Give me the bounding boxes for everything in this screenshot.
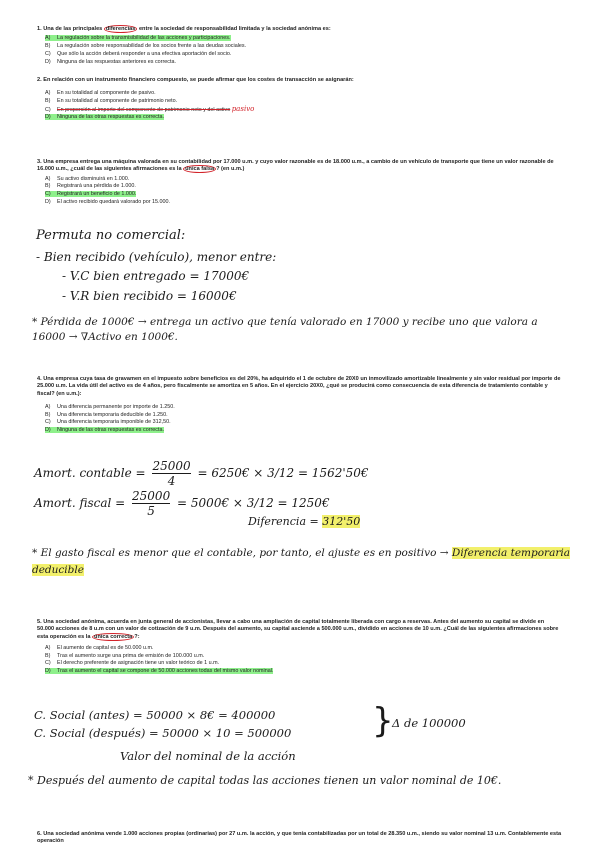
question-1-options — [45, 35, 562, 66]
question-5-circled-words: única correcta — [94, 633, 133, 640]
question-1-stem: 1. Una de las principales diferencias entre la sociedad de responsabilidad limitada y la sociedad anónima es: — [37, 26, 331, 32]
option-3c[interactable]: C) Registrará un beneficio de 1.000. — [45, 191, 137, 198]
q4-conclusion: * El gasto fiscal es menor que el contable, por tanto, el ajuste es en positivo → Diferencia temporaria deducible — [32, 547, 570, 576]
option-5d[interactable]: D) Tras el aumento el capital se compone de 50.000 acciones todas del mismo valor nominal. — [45, 668, 274, 675]
question-6 — [37, 831, 562, 846]
q5-note-antes: C. Social (antes) = 50000 × 8€ = 400000 — [34, 708, 276, 722]
question-3-options — [45, 176, 562, 207]
question-5 — [37, 619, 562, 676]
question-3 — [37, 159, 562, 207]
option-5c[interactable]: C) El derecho preferente de asignación tiene un valor teórico de 1 u.m. — [45, 660, 220, 667]
option-5a[interactable]: A) El aumento de capital es de 50.000 u.m. — [45, 644, 154, 651]
option-2d[interactable]: D) Ninguna de las otras respuestas es correcta. — [45, 113, 164, 120]
q5-note-despues: C. Social (después) = 50000 × 10 = 500000 — [34, 726, 292, 740]
q3-note-5: * Pérdida de 1000€ → entrega un activo que tenía valorado en 17000 y recibe uno que valora a 16000 → ∇Activo en 1000€. — [32, 316, 538, 343]
option-3a[interactable]: A) Su activo disminuirá en 1.000. — [45, 175, 130, 182]
option-3d[interactable]: D) El activo recibido quedará valorado por 15.000. — [45, 198, 170, 205]
q5-note-conclusion: * Después del aumento de capital todas las acciones tienen un valor nominal de 10€. — [28, 774, 502, 787]
option-1b[interactable]: B) La regulación sobre responsabilidad de los socios frente a las deudas sociales. — [45, 43, 247, 50]
q5-brace: } — [372, 701, 394, 741]
question-6-stem: 6. Una sociedad anónima vende 1.000 acciones propias (ordinarias) por 27 u.m. la acción, y que tenía contabilizadas por un total de 28.350 u.m., siendo su valor nominal 13 u.m. Contablemente esta operación — [37, 831, 562, 845]
question-1-circled-word: diferencias — [105, 26, 136, 32]
question-3-circled-words: única falsa — [185, 166, 215, 173]
option-4c[interactable]: C) Una diferencia temporaria imponible de 312,50. — [45, 419, 171, 426]
question-5-stem: 5. Una sociedad anónima, acuerda en junta general de accionistas, llevar a cabo una ampliación de capital totalmente liberada con cargo a reservas. Antes del aumento su capital se divide en 50.000 acciones de 8 u.m con un valor de cotización de 9 u.m. Después del aumento, su capital asciende a 500.000 u.m., dividido en acciones de 10 u.m. ¿Cuál de las siguientes afirmaciones sobre esta operación es la única correcta ?: — [37, 619, 559, 640]
option-2a[interactable]: A) En su totalidad al componente de pasivo. — [45, 90, 156, 97]
q3-note-4: - V.R bien recibido = 16000€ — [62, 289, 237, 303]
q5-note-delta: Δ de 100000 — [392, 716, 466, 730]
q5-note-nominal: Valor del nominal de la acción — [120, 749, 296, 763]
q4-fiscal: Amort. fiscal = $\frac{25000}{5}$ = 5000€ × 3/12 = 1250€ — [34, 489, 330, 518]
q3-note-1: Permuta no comercial: — [36, 228, 186, 243]
option-1a[interactable]: A) La regulación sobre la transmisibilidad de las acciones y participaciones. — [45, 35, 231, 42]
option-4d[interactable]: D) Ninguna de las otras respuestas es correcta. — [45, 427, 164, 434]
question-4-stem: 4. Una empresa cuya tasa de gravamen en el impuesto sobre beneficios es del 20%, ha adquirido el 1 de octubre de 20X0 un inmovilizado amortizable linealmente y sin valor residual por importe de 25.000 u.m. La vida útil del activo es de 4 años, pero fiscalmente se amortiza en 5 años. En el ejercicio 20X0, ¿qué se producirá como consecuencia de esta diferencia de tratamiento contable y fiscal? (en u.m.): — [37, 376, 561, 397]
option-1d[interactable]: D) Ninguna de las respuestas anteriores es correcta. — [45, 58, 176, 65]
q3-note-3: - V.C bien entregado = 17000€ — [62, 269, 250, 283]
option-2b[interactable]: B) En su totalidad al componente de patrimonio neto. — [45, 98, 178, 105]
option-4a[interactable]: A) Una diferencia permanente por importe de 1.250. — [45, 403, 175, 410]
question-2-handnote: pasivo — [231, 104, 255, 113]
question-2-options — [45, 90, 562, 121]
option-1c[interactable]: C) Que sólo la acción deberá responder a una efectiva aportación del socio. — [45, 50, 232, 57]
option-2c[interactable]: C) En proporción al importe del componente de patrimonio neto y del activo pasivo — [45, 104, 255, 113]
question-3-stem: 3. Una empresa entrega una máquina valorada en su contabilidad por 17.000 u.m. y cuyo valor razonable es de 18.000 u.m., a cambio de un vehículo de transporte que tiene un valor razonable de 16.000 u.m., ¿cuál de las siguientes afirmaciones es la única falsa ? (en u.m.) — [37, 159, 554, 173]
question-4 — [37, 376, 562, 435]
option-3b[interactable]: B) Registrará una pérdida de 1.000. — [45, 183, 136, 190]
q4-contable: Amort. contable = $\frac{25000}{4}$ = 6250€ × 3/12 = 1562'50€ — [34, 459, 369, 488]
question-1 — [37, 26, 562, 66]
question-2-stem: 2. En relación con un instrumento financiero compuesto, se puede afirmar que los costes de transacción se asignarán: — [37, 77, 354, 83]
q3-note-2: - Bien recibido (vehículo), menor entre: — [36, 250, 277, 264]
question-2 — [37, 77, 562, 121]
option-4b[interactable]: B) Una diferencia temporaria deducible de 1.250. — [45, 411, 168, 418]
q4-diferencia: Diferencia = 312'50 — [248, 515, 361, 528]
option-5b[interactable]: B) Tras el aumento surge una prima de emisión de 100.000 u.m. — [45, 652, 205, 659]
question-5-options — [45, 645, 562, 676]
question-4-options — [45, 404, 562, 435]
